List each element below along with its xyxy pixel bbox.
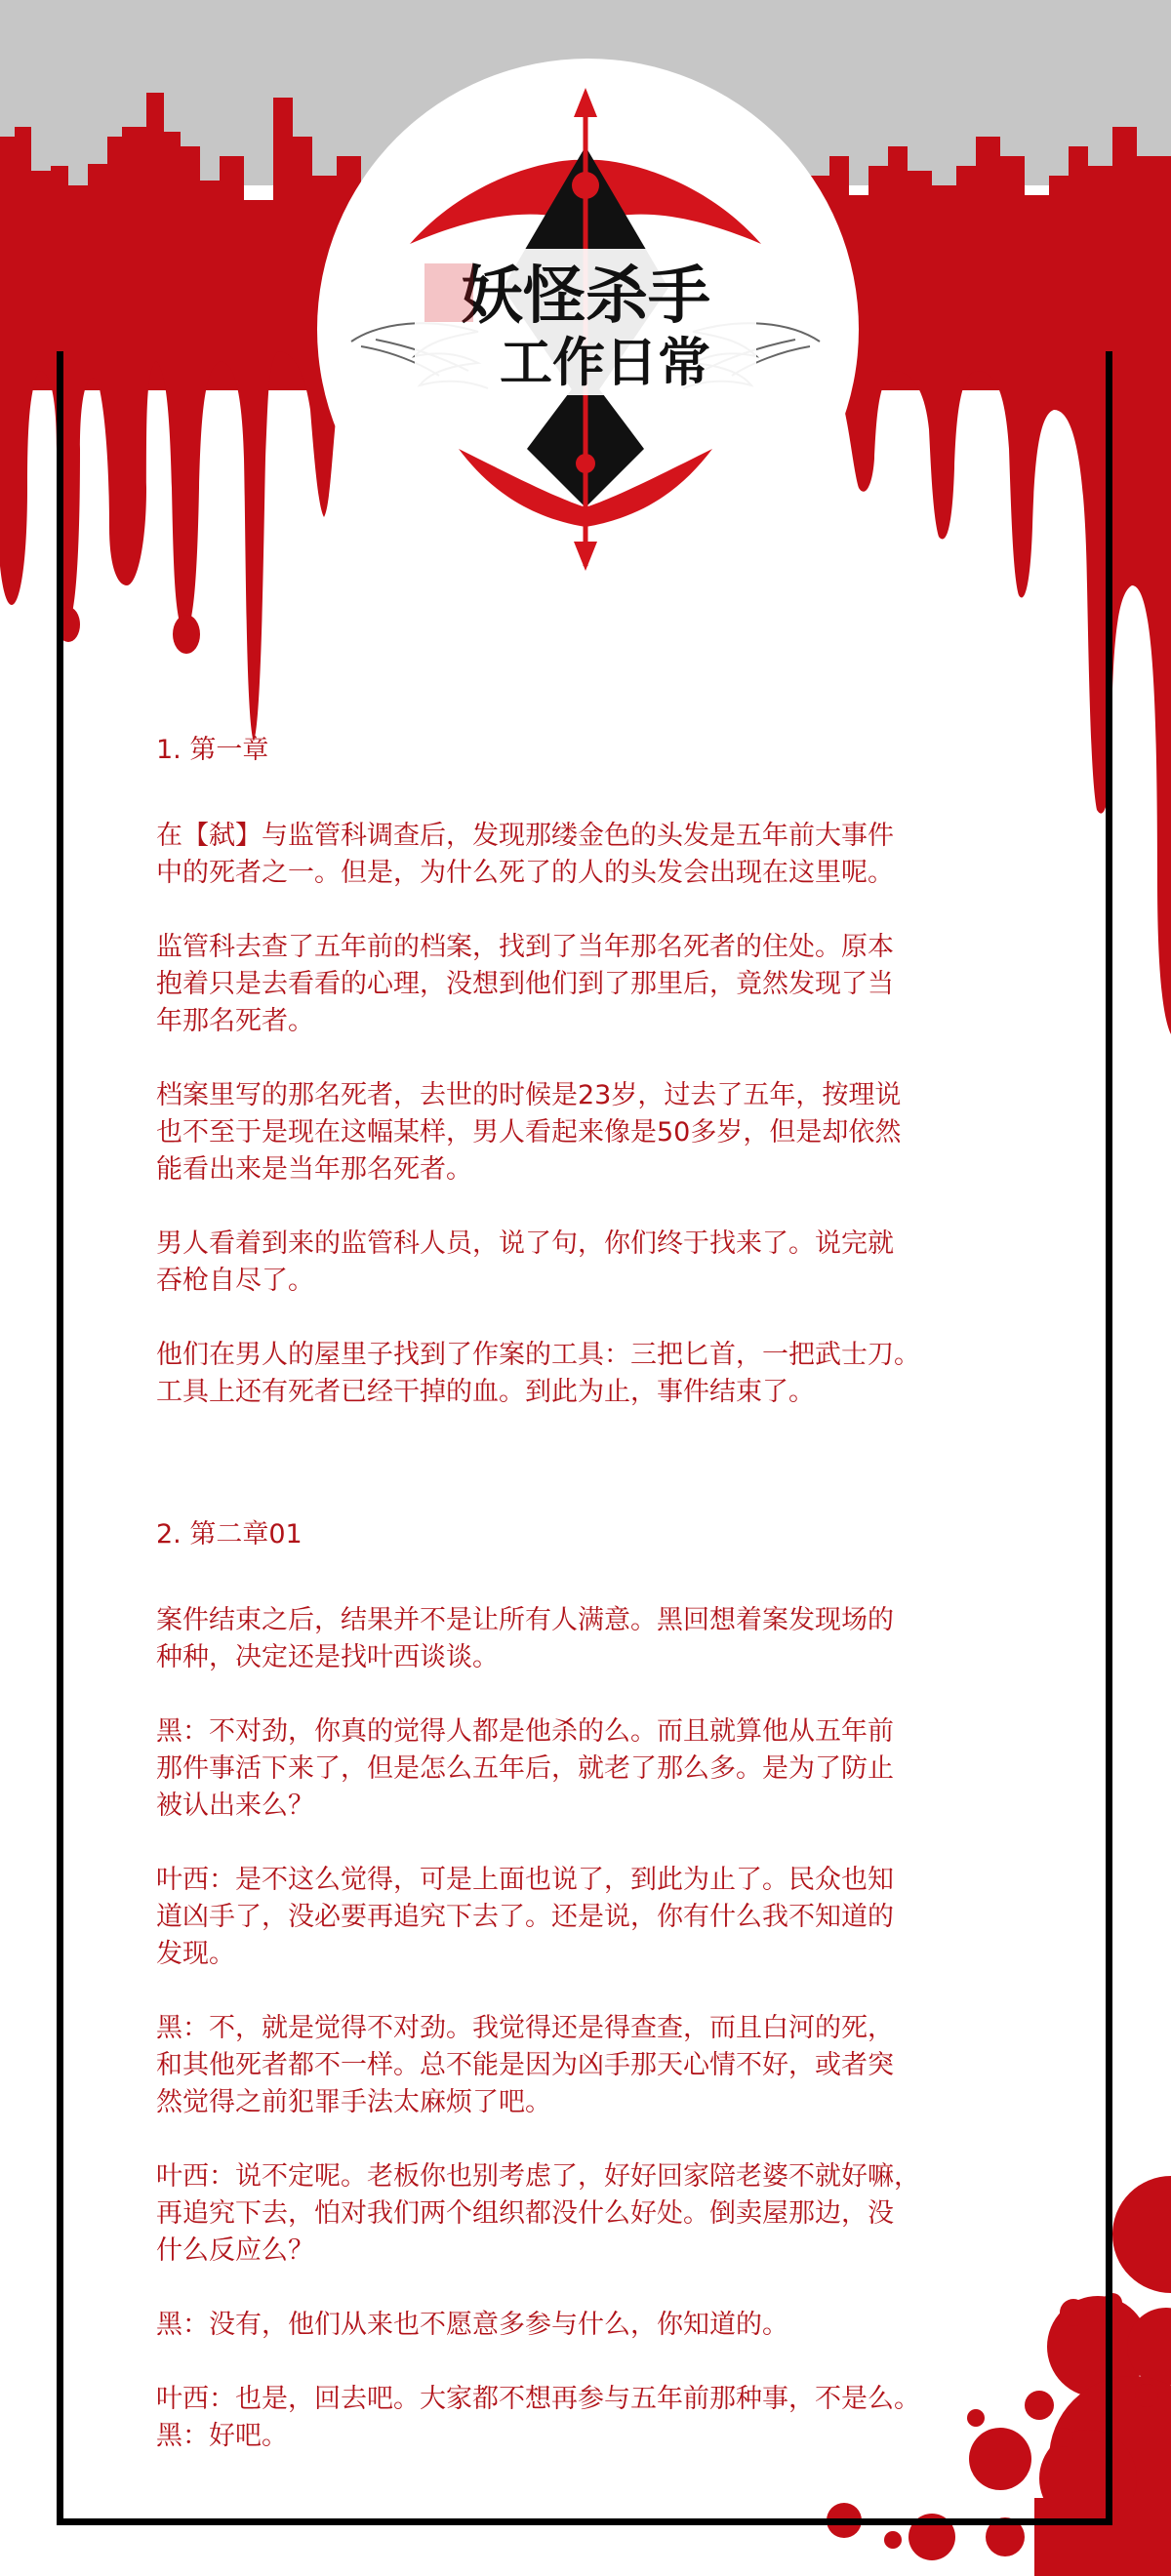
paragraph: 监管科去查了五年前的档案，找到了当年那名死者的住处。原本 抱着只是去看看的心理，没想到他们到了那里后，竟然发现了当 年那名死者。 — [156, 932, 894, 1036]
paragraph: 叶西：说不定呢。老板你也别考虑了，好好回家陪老婆不就好嘛， 再追究下去，怕对我们两个组织都没什么好处。倒卖屋那边，没 什么反应么？ — [156, 2161, 920, 2266]
arrow-top-icon — [574, 88, 597, 117]
paragraph: 叶西：是不这么觉得，可是上面也说了，到此为止了。民众也知 道凶手了，没必要再追究下去了。还是说，你有什么我不知道的 发现。 — [156, 1865, 894, 1969]
paragraph: 在【弑】与监管科调查后，发现那缕金色的头发是五年前大事件 中的死者之一。但是，为什么死了的人的头发会出现在这里呢。 — [156, 821, 894, 888]
paragraph: 叶西：也是，回去吧。大家都不想再参与五年前那种事，不是么。 黑：好吧。 — [156, 2384, 920, 2451]
paragraph: 案件结束之后，结果并不是让所有人满意。黑回想着案发现场的 种种，决定还是找叶西谈谈。 — [156, 1605, 894, 1672]
chapter-title: 2. 第二章01 — [156, 1519, 303, 1550]
paragraph: 黑：没有，他们从来也不愿意多参与什么，你知道的。 — [156, 2310, 788, 2340]
paragraph: 黑：不，就是觉得不对劲。我觉得还是得查查，而且白河的死， 和其他死者都不一样。总不能是因为凶手那天心情不好，或者突 然觉得之前犯罪手法太麻烦了吧。 — [156, 2013, 894, 2117]
chapter-title: 1. 第一章 — [156, 735, 269, 765]
story-content — [156, 732, 1034, 2492]
arrow-bottom-icon — [574, 542, 597, 571]
paragraph: 男人看着到来的监管科人员，说了句，你们终于找来了。说完就 吞枪自尽了。 — [156, 1228, 894, 1296]
emblem-logo — [322, 78, 849, 585]
paragraph: 档案里写的那名死者，去世的时候是23岁，过去了五年，按理说 也不至于是现在这幅某样，男人看起来像是50多岁，但是却依然 能看出来是当年那名死者。 — [156, 1080, 902, 1185]
paragraph: 他们在男人的屋里子找到了作案的工具：三把匕首，一把武士刀。 工具上还有死者已经干掉的血。到此为止，事件结束了。 — [156, 1340, 920, 1407]
chapter-2 — [156, 1516, 1034, 2455]
paragraph: 黑：不对劲，你真的觉得人都是他杀的么。而且就算他从五年前 那件事活下来了，但是怎么五年后，就老了那么多。是为了防止 被认出来么？ — [156, 1716, 894, 1821]
logo-title-line1: 妖怪杀手 — [461, 261, 710, 333]
chapter-1 — [156, 732, 1034, 1411]
logo-title-line2: 工作日常 — [500, 332, 710, 393]
